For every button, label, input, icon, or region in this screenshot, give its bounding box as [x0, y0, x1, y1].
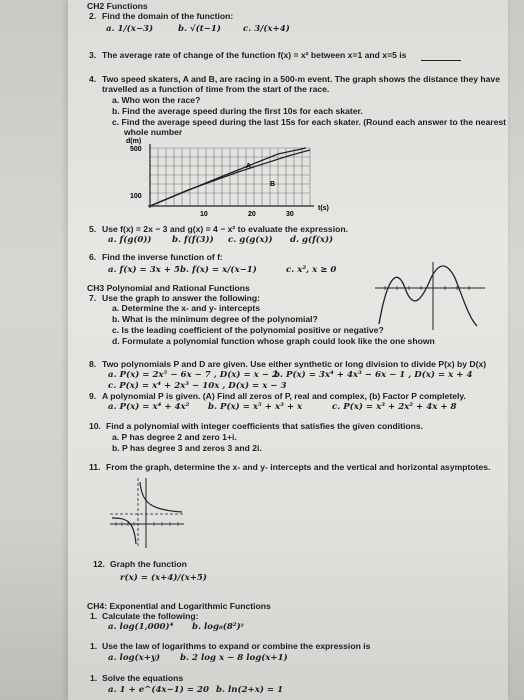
ch4-q3-part-b: b. ln(2+x) = 1: [216, 685, 284, 695]
q2-part-a: a. 1/(x−3): [106, 24, 154, 34]
ch4-q3-part-a: a. 1 + e^(4x−1) = 20: [108, 685, 209, 695]
q7-part-b: b. What is the minimum degree of the polynomial?: [112, 314, 318, 324]
ch4-q2-text: Use the law of logarithms to expand or combine the expression is: [102, 641, 371, 651]
q12-expression: r(x) = (x+4)/(x+5): [120, 573, 207, 583]
q8-part-b: b. P(x) = 3x⁴ + 4x³ − 6x − 1 , D(x) = x + 4: [274, 370, 473, 380]
q2-text: Find the domain of the function:: [102, 11, 234, 21]
q9-part-c: c. P(x) = x³ + 2x² + 4x + 8: [332, 402, 457, 412]
q5-part-b: b. f(f(3)): [172, 235, 214, 245]
q4-part-c-line2: whole number: [124, 127, 183, 137]
ch4-title: CH4: Exponential and Logarithmic Functions: [87, 601, 271, 611]
q9-text: A polynomial P is given. (A) Find all zeros of P, real and complex, (b) Factor P completely.: [102, 391, 466, 401]
q4-part-c-line1: c. Find the average speed during the last 15s for each skater. (Round each answer to the nearest: [112, 117, 507, 127]
graph-x-tick-10: 10: [200, 211, 208, 218]
q6-text: Find the inverse function of f:: [102, 252, 223, 262]
graph-x-tick-30: 30: [286, 211, 294, 218]
ch4-q1-part-a: a. log(1,000)⁴: [108, 622, 174, 632]
skater-a-line: [150, 148, 306, 206]
q11-text: From the graph, determine the x- and y- intercepts and the vertical and horizontal asymptotes.: [106, 462, 491, 472]
skater-distance-graph: [128, 138, 348, 220]
ch4-q1-text: Calculate the following:: [102, 611, 199, 621]
q4-part-a: a. Who won the race?: [112, 95, 201, 105]
q3-text: The average rate of change of the function f(x) = x² between x=1 and x=5 is: [102, 50, 407, 60]
q6-part-c: c. x², x ≥ 0: [286, 265, 337, 275]
ch4-q2-number: 1.: [90, 641, 98, 651]
q2-number: 2.: [89, 11, 97, 21]
ch4-q3-number: 1.: [90, 673, 98, 683]
ch4-q1-number: 1.: [90, 611, 98, 621]
q6-number: 6.: [89, 252, 97, 262]
q8-text: Two polynomials P and D are given. Use either synthetic or long division to divide P(x) by D(x): [102, 359, 487, 369]
q12-text: Graph the function: [110, 559, 187, 569]
q3-number: 3.: [89, 50, 97, 60]
q3-answer-blank: [421, 60, 461, 61]
ch4-q2-part-a: a. log(x+y): [108, 653, 161, 663]
q10-part-b: b. P has degree 3 and zeros 3 and 2i.: [112, 443, 262, 453]
q6-part-a: a. f(x) = 3x + 5: [108, 265, 180, 275]
ch4-q1-part-b: b. log₈(8²)ʸ: [192, 622, 244, 632]
graph-x-tick-20: 20: [248, 211, 256, 218]
q5-number: 5.: [89, 224, 97, 234]
q8-number: 8.: [89, 359, 97, 369]
graph-x-label: t(s): [318, 205, 329, 212]
series-b-label: B: [270, 181, 276, 188]
q7-part-a: a. Determine the x- and y- intercepts: [112, 303, 261, 313]
q5-part-c: c. g(g(x)): [228, 235, 273, 245]
q6-part-b: b. f(x) = x/(x−1): [180, 265, 257, 275]
q12-number: 12.: [93, 559, 105, 569]
q7-part-d: d. Formulate a polynomial function whose graph could look like the one shown: [112, 336, 435, 346]
q4-text-line1: Two speed skaters, A and B, are racing in a 500-m event. The graph shows the distance they have: [102, 74, 500, 84]
ch4-q2-part-b: b. 2 log x − 8 log(x+1): [180, 653, 288, 663]
q9-part-a: a. P(x) = x⁴ + 4x²: [108, 402, 190, 412]
rational-function-graph: [108, 474, 188, 550]
q7-number: 7.: [89, 293, 97, 303]
q8-part-c: c. P(x) = x⁴ + 2x³ − 10x , D(x) = x − 3: [108, 381, 287, 391]
polynomial-graph: [373, 258, 493, 332]
ch4-q3-text: Solve the equations: [102, 673, 184, 683]
q8-part-a: a. P(x) = 2x⁵ − 6x − 7 , D(x) = x − 2: [108, 370, 278, 380]
q9-number: 9.: [89, 391, 97, 401]
q5-part-a: a. f(g(0)): [108, 235, 152, 245]
worksheet-page: [68, 0, 508, 700]
q2-part-c: c. 3/(x+4): [243, 24, 290, 34]
q4-text-line2: travelled as a function of time from the start of the race.: [102, 84, 330, 94]
graph-y-tick-500: 500: [130, 146, 142, 153]
series-a-label: A: [246, 163, 252, 170]
q5-text: Use f(x) = 2x − 3 and g(x) = 4 − x² to evaluate the expression.: [102, 224, 348, 234]
q9-part-b: b. P(x) = x⁵ + x³ + x: [208, 402, 303, 412]
q10-text: Find a polynomial with integer coefficients that satisfies the given conditions.: [106, 421, 424, 431]
q11-number: 11.: [89, 462, 101, 472]
q5-part-d: d. g(f(x)): [290, 235, 334, 245]
graph-y-tick-100: 100: [130, 193, 142, 200]
q7-text: Use the graph to answer the following:: [102, 293, 261, 303]
q4-number: 4.: [89, 74, 97, 84]
q4-part-b: b. Find the average speed during the first 10s for each skater.: [112, 106, 363, 116]
ch3-title: CH3 Polynomial and Rational Functions: [87, 283, 250, 293]
q10-number: 10.: [89, 421, 101, 431]
ch2-title: CH2 Functions: [87, 1, 148, 11]
q2-part-b: b. √(t−1): [178, 24, 221, 34]
graph-y-label: d(m): [126, 138, 142, 145]
q7-part-c: c. Is the leading coefficient of the polynomial positive or negative?: [112, 325, 384, 335]
q10-part-a: a. P has degree 2 and zero 1+i.: [112, 432, 237, 442]
